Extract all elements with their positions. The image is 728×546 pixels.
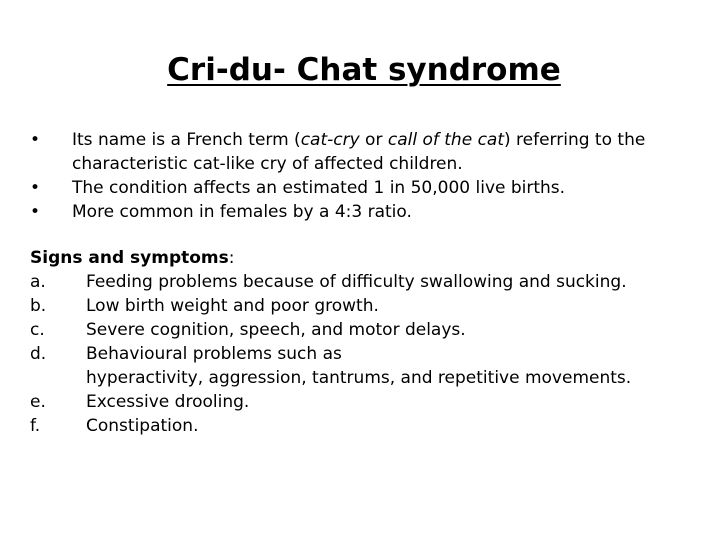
signs-heading-colon: : [228, 248, 235, 268]
symptom-marker: e. [30, 392, 46, 412]
bullet-italic-term: call of the cat [387, 130, 504, 150]
bullet-marker: • [30, 178, 41, 198]
symptom-item [30, 318, 700, 342]
bullet-text: More common in females by a 4:3 ratio. [72, 202, 412, 222]
symptom-item [30, 414, 700, 438]
signs-heading-text: Signs and symptoms [30, 248, 229, 268]
bullet-marker: • [30, 130, 41, 150]
signs-heading [30, 246, 700, 270]
bullet-text: ) referring to the characteristic cat-like cry of affected children. [72, 130, 646, 174]
symptom-marker: b. [30, 296, 47, 316]
symptom-text: Feeding problems because of difficulty swallowing and sucking. [86, 272, 627, 292]
slide-body [30, 128, 700, 438]
symptom-text: Severe cognition, speech, and motor delays. [86, 320, 466, 340]
bullet-marker: • [30, 202, 41, 222]
symptom-item [30, 294, 700, 318]
bullet-text: Its name is a French term ( [72, 130, 301, 150]
bullet-item [30, 128, 700, 176]
bullet-list [30, 128, 700, 224]
bullet-italic-term: cat-cry [300, 130, 360, 150]
slide-title-text: Cri-du- Chat syndrome [167, 52, 561, 88]
bullet-text: The condition affects an estimated 1 in 50,000 live births. [72, 178, 566, 198]
symptom-item [30, 342, 700, 390]
symptom-text: Excessive drooling. [86, 392, 250, 412]
spacer [30, 224, 700, 246]
symptom-marker: d. [30, 344, 47, 364]
symptom-text-line1: Behavioural problems such as [86, 344, 342, 364]
symptom-item [30, 390, 700, 414]
symptom-text-line2: hyperactivity, aggression, tantrums, and repetitive movements. [86, 368, 632, 388]
symptom-text: Low birth weight and poor growth. [86, 296, 379, 316]
symptom-item [30, 270, 700, 294]
bullet-item [30, 176, 700, 200]
symptom-text: Constipation. [86, 416, 199, 436]
symptom-marker: c. [30, 320, 45, 340]
symptom-list [30, 270, 700, 438]
slide-title [0, 50, 728, 90]
symptom-marker: a. [30, 272, 46, 292]
bullet-text: or [359, 130, 388, 150]
symptom-marker: f. [30, 416, 41, 436]
bullet-item [30, 200, 700, 224]
